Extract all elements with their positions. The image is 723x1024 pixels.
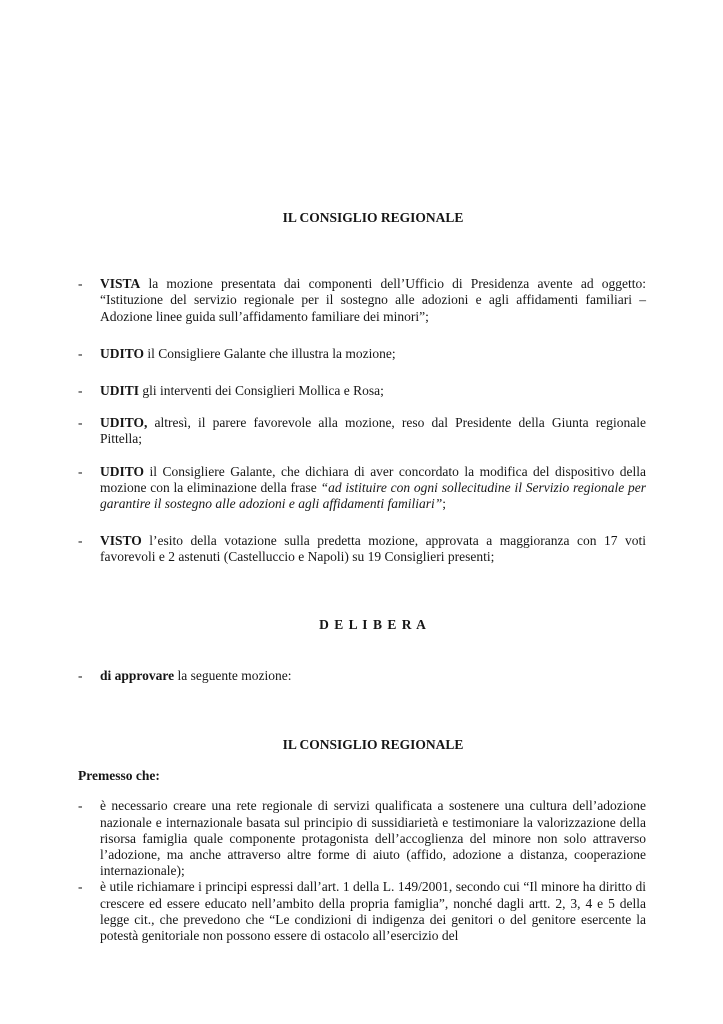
paragraph-premesso-1	[100, 798, 646, 879]
lead-word: UDITO	[100, 463, 145, 479]
paragraph-udito-2	[100, 415, 646, 447]
paragraph-text: l’esito della votazione sulla predetta mozione, approvata a maggioranza con 17 voti favorevoli e 2 astenuti (Castelluccio e Napoli) su 19 Consiglieri presenti;	[100, 533, 646, 565]
lead-word: UDITO	[100, 345, 145, 361]
paragraph-text: il Consigliere Galante, che dichiara di aver concordato la modifica del dispositivo della mozione con la eliminazione della frase	[100, 463, 646, 495]
list-dash: -	[78, 463, 83, 479]
heading-consiglio-regionale-2: IL CONSIGLIO REGIONALE	[282, 737, 464, 753]
paragraph-approvazione	[100, 668, 646, 684]
lead-word: UDITO,	[100, 415, 148, 431]
paragraph-visto	[100, 533, 646, 565]
list-dash: -	[78, 798, 83, 814]
list-item-approvazione	[78, 668, 646, 684]
paragraph-text: altresì, il parere favorevole alla mozione, reso dal Presidente della Giunta regionale Pittella;	[100, 415, 646, 447]
paragraph-udito-3	[100, 464, 646, 513]
paragraph-text: è necessario creare una rete regionale di servizi qualificata a sostenere una cultura dell’adozione nazionale e internazionale basata sul principio di sussidiarietà e testimoniare la valorizzazione della risorsa famiglia quale componente protagonista dell’accoglienza del minore non solo attraverso l’adozione, ma anche attraverso altre forme di aiuto (affido, adozione a distanza, cooperazione internazionale);	[100, 798, 646, 879]
paragraph-text: gli interventi dei Consiglieri Mollica e Rosa;	[139, 383, 384, 399]
list-dash: -	[78, 415, 83, 431]
premesso-che-label: Premesso che:	[78, 768, 160, 784]
paragraph-premesso-2	[100, 879, 646, 944]
list-dash: -	[78, 345, 83, 361]
paragraph-udito-1	[100, 346, 646, 362]
list-item-visto	[78, 533, 646, 565]
list-dash: -	[78, 533, 83, 549]
list-item-uditi	[78, 383, 646, 399]
paragraph-text: è utile richiamare i principi espressi dall’art. 1 della L. 149/2001, secondo cui “Il minore ha diritto di crescere ed essere educato nell’ambito della propria famiglia”, nonché dagli artt. 2, 3, 4 e 5 della legge cit., che prevedono che “Le condizioni di indigenza dei genitori o del genitore esercente la potestà genitoriale non possono essere di ostacolo all’esercizio del	[100, 879, 646, 944]
list-item-premesso-1	[78, 798, 646, 879]
list-dash: -	[78, 667, 83, 683]
heading-consiglio-regionale-1: IL CONSIGLIO REGIONALE	[282, 210, 464, 225]
paragraph-text: la mozione presentata dai componenti dell’Ufficio di Presidenza avente ad oggetto: “Istituzione del servizio regionale per il sostegno alle adozioni e agli affidamenti familiari – Adozione linee guida sull’affidamento familiare dei minori”;	[100, 276, 646, 324]
lead-word: di approvare	[100, 667, 175, 683]
quoted-phrase-italic: “ad istituire con ogni sollecitudine il Servizio regionale per garantire il sostegno alle adozioni e agli affidamenti familiari”	[100, 479, 647, 512]
paragraph-vista	[100, 276, 646, 325]
lead-word: VISTA	[100, 276, 141, 292]
list-item-udito-2	[78, 415, 646, 447]
list-item-premesso-2	[78, 879, 646, 944]
list-dash: -	[78, 383, 83, 399]
lead-word: UDITI	[100, 383, 140, 399]
paragraph-tail: ;	[442, 496, 447, 512]
list-item-vista	[78, 276, 646, 325]
heading-delibera: D E L I B E R A	[319, 616, 427, 632]
paragraph-uditi	[100, 383, 646, 399]
list-item-udito-3	[78, 464, 646, 513]
list-item-udito-1	[78, 346, 646, 362]
lead-word: VISTO	[100, 533, 142, 549]
list-dash: -	[78, 276, 83, 292]
paragraph-text: la seguente mozione:	[174, 667, 292, 683]
list-dash: -	[78, 879, 83, 895]
paragraph-text: il Consigliere Galante che illustra la mozione;	[144, 345, 396, 361]
